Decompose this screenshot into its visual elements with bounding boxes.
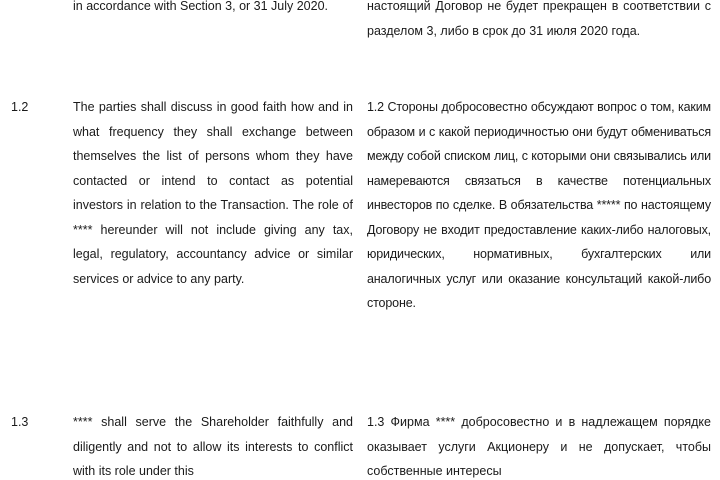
clause-number: 1.2 [11, 100, 29, 114]
clause-english-text: **** shall serve the Shareholder faithfully and diligently and not to allow its interests to conflict with its role under this [73, 415, 353, 478]
clause-english-text: The parties shall discuss in good faith how and in what frequency they shall exchange between themselves the list of persons whom they have contacted or intend to contact as potential investors in relation to the Transaction. The role of **** hereunder will not include giving any tax, legal, regulatory, accountancy advice or similar services or advice to any party. [73, 100, 353, 286]
clause-russian-text: 1.2 Стороны добросовестно обсуждают вопрос о том, каким образом и с какой периодичностью они будут обмениваться между собой списком лиц, с которыми они связывались или намереваются связаться в качестве потенциальных инвесторов по сделке. В обязательства ***** по настоящему Договору не входит предоставление каких-либо налоговых, юридических, нормативных, бухгалтерских или аналогичных услуг или оказание консультаций какой-либо стороне. [367, 100, 711, 310]
clause-english-text: in accordance with Section 3, or 31 July 2020. [73, 0, 329, 13]
clause-number: 1.3 [11, 415, 29, 429]
clause-russian-text: 1.3 Фирма **** добросовестно и в надлежащем порядке оказывает услуги Акционеру и не допускает, чтобы собственные интересы [367, 415, 711, 478]
clause-russian-text: настоящий Договор не будет прекращен в соответствии с разделом 3, либо в срок до 31 июля 2020 года. [367, 0, 711, 38]
